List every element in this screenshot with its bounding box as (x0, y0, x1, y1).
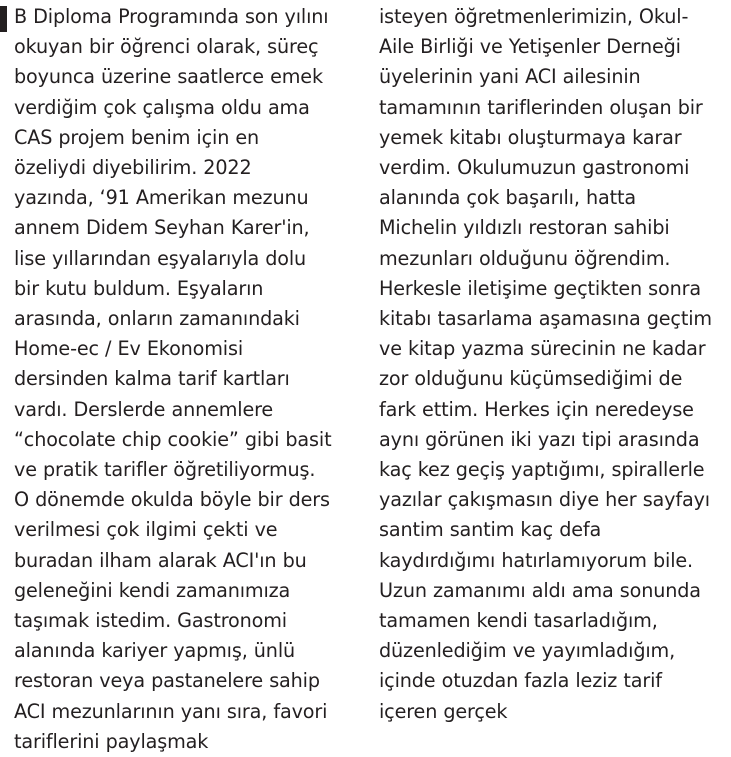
dropcap-bar-icon (0, 6, 7, 32)
paragraph-left: B Diploma Programında son yılını okuyan bir öğrenci olarak, süreç boyunca üzerine saatlerce emek verdiğim çok çalışma oldu ama CAS projem benim için en özeliydi diyebilirim. 2022 yazında, ‘91 Amerikan mezunu annem Didem Seyhan Karer'in, lise yıllarından eşyalarıyla dolu bir kutu buldum. Eşyaların arasında, onların zamanındaki Home-ec / Ev Ekonomisi dersinden kalma tarif kartları vardı. Derslerde annemlere “chocolate chip cookie” gibi basit ve pratik tarifler öğretiliyormuş. O dönemde okulda böyle bir ders verilmesi çok ilgimi çekti ve buradan ilham alarak ACI'ın bu geleneğini kendi zamanımıza taşımak istedim. Gastronomi alanında kariyer yapmış, ünlü restoran veya pastanelere sahip ACI mezunlarının yanı sıra, favori tariflerini paylaşmak (14, 5, 332, 753)
paragraph-right: isteyen öğretmenlerimizin, Okul-Aile Birliği ve Yetişenler Derneği üyelerinin yani ACI ailesinin tamamının tariflerinden oluşan bir yemek kitabı oluşturmaya karar verdim. Okulumuzun gastronomi alanında çok başarılı, hatta Michelin yıldızlı restoran sahibi mezunları olduğunu öğrendim. Herkesle iletişime geçtikten sonra kitabı tasarlama aşamasına geçtim ve kitap yazma sürecinin ne kadar zor olduğunu küçümsediğimi de fark ettim. Herkes için neredeyse aynı görünen iki yazı tipi arasında kaç kez geçiş yaptığımı, spirallerle yazılar çakışmasın diye her sayfayı santim santim kaç defa kaydırdığımı hatırlamıyorum bile. Uzun zamanımı aldı ama sonunda tamamen kendi tasarladığım, düzenlediğim ve yayımladığım, içinde otuzdan fazla leziz tarif içeren gerçek (379, 5, 712, 723)
text-column-left (0, 2, 335, 757)
text-column-right (379, 2, 714, 727)
